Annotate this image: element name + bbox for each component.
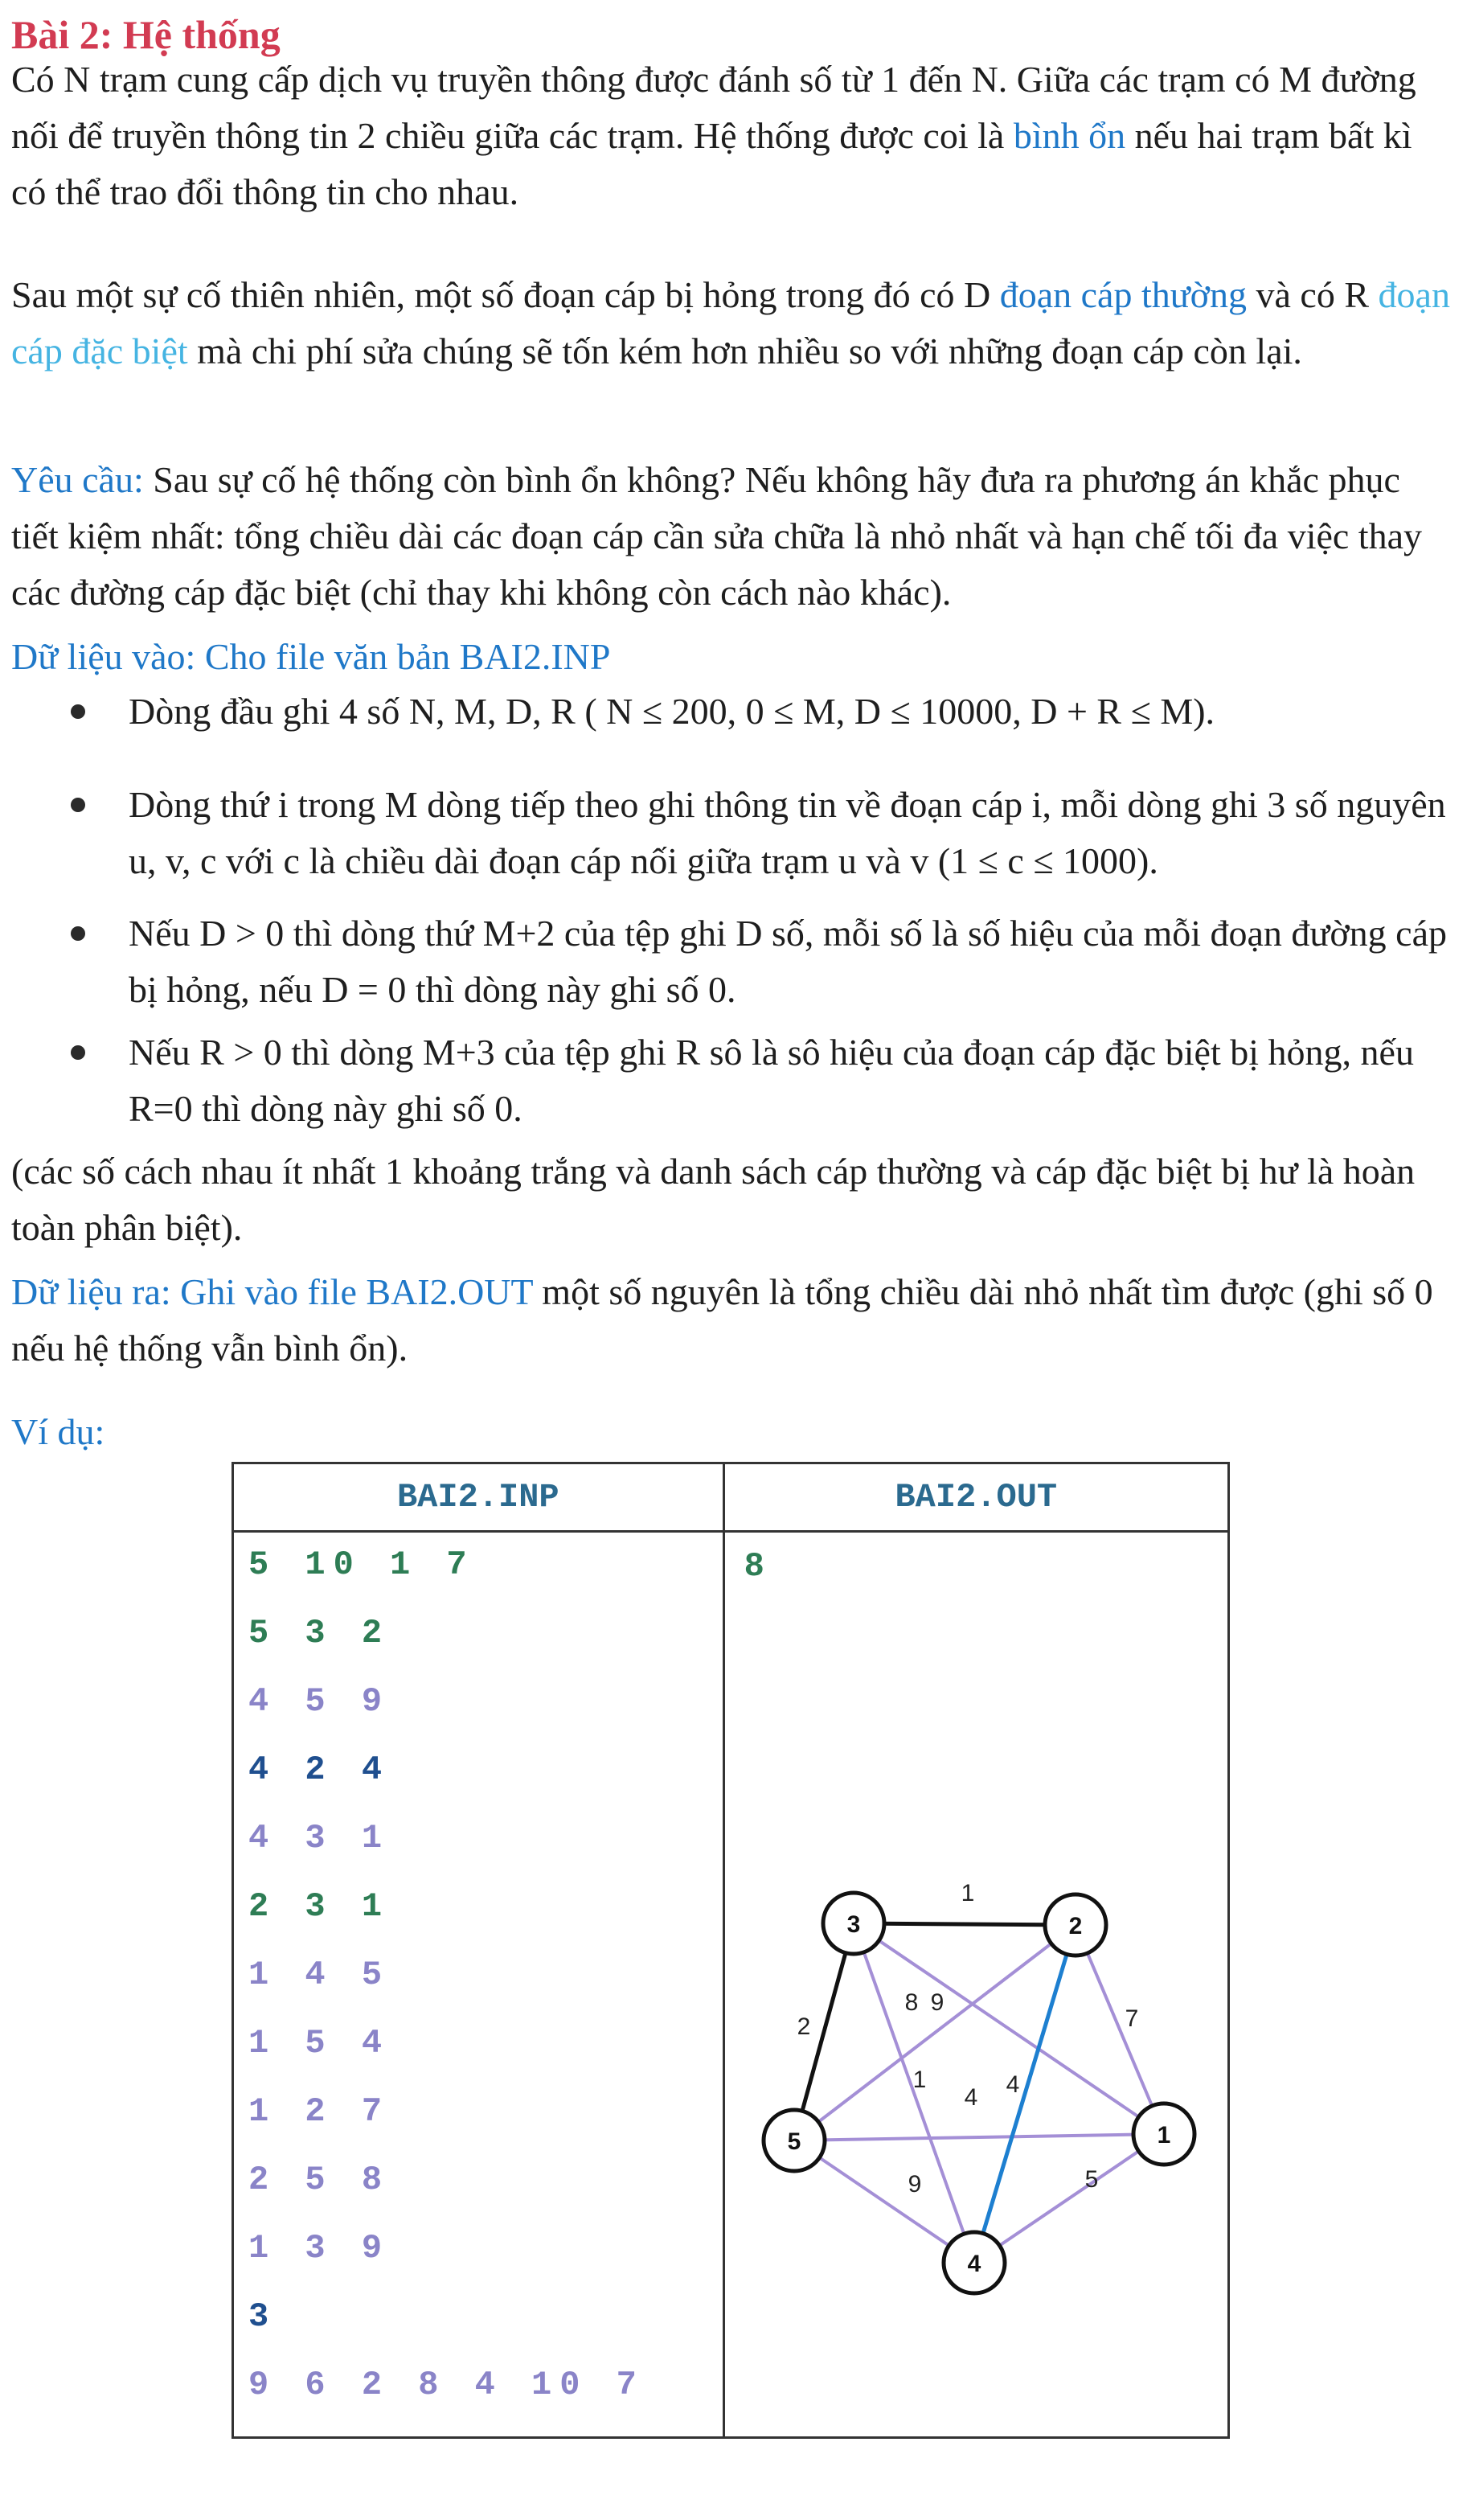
header-input-file: BAI2.INP [233, 1463, 724, 1532]
graph-node-label: 1 [1157, 2122, 1170, 2149]
graph-node-label: 5 [787, 2128, 801, 2155]
input-line: 1 3 9 [248, 2229, 391, 2268]
input-line: 3 [248, 2297, 277, 2336]
input-line: 5 3 2 [248, 1614, 391, 1652]
input-line: 1 2 7 [248, 2092, 391, 2131]
header-output-file: BAI2.OUT [723, 1463, 1228, 1532]
requirement-text: Sau sự cố hệ thống còn bình ổn không? Nếu không hãy đưa ra phương án khắc phục tiết kiệm nhất: tổng chiều dài các đoạn cáp cần sửa chữa là nhỏ nhất và hạn chế tối đa việc thay các đường cáp đặc biệt (chỉ thay khi không còn cách nào khác). [11, 459, 1423, 613]
incident-text-c: mà chi phí sửa chúng sẽ tốn kém hơn nhiều so với những đoạn cáp còn lại. [187, 330, 1302, 371]
edge-weight-label: 9 [930, 1989, 944, 2016]
paragraph-requirement [11, 452, 1450, 621]
incident-text-a: Sau một sự cố thiên nhiên, một số đoạn cáp bị hỏng trong đó có D [11, 274, 1000, 315]
graph-edge-3-2 [854, 1923, 1076, 1925]
example-graph-diagram [725, 1533, 1231, 2436]
graph-edge-5-1 [794, 2134, 1164, 2140]
edge-weight-label: 2 [797, 2013, 810, 2040]
edge-weight-label: 1 [912, 2066, 926, 2093]
output-label: Dữ liệu ra: Ghi vào file BAI2.OUT [11, 1271, 533, 1312]
paragraph-incident [11, 267, 1450, 380]
intro-highlight: bình ổn [1013, 115, 1126, 156]
edge-weight-label: 7 [1125, 2005, 1138, 2032]
edge-weight-label: 9 [908, 2171, 921, 2198]
input-heading: Dữ liệu vào: Cho file văn bản BAI2.INP [11, 636, 611, 677]
bullet-item: Nếu R > 0 thì dòng M+3 của tệp ghi R sô là sô hiệu của đoạn cáp đặc biệt bị hỏng, nếu R=0 thì dòng này ghi số 0. [129, 1024, 1447, 1137]
graph-edge-5-4 [794, 2140, 974, 2263]
requirement-label: Yêu cầu: [11, 459, 144, 500]
output-cell [723, 1532, 1228, 2438]
bullet-item: Dòng đầu ghi 4 số N, M, D, R ( N ≤ 200, 0 ≤ M, D ≤ 10000, D + R ≤ M). [129, 683, 1447, 740]
graph-edge-5-2 [794, 1925, 1076, 2140]
graph-edge-3-1 [854, 1923, 1164, 2134]
edge-weight-label: 1 [961, 1880, 974, 1906]
paragraph-intro [11, 51, 1450, 220]
graph-edge-1-4 [974, 2134, 1164, 2263]
problem-title: Bài 2: Hệ thống [11, 12, 281, 57]
intro-text-a: Có N trạm cung cấp dịch vụ truyền thông được đánh số từ 1 đến N. Giữa các trạm có M đường nối để truyền thông tin 2 chiều giữa các trạm. Hệ thống được coi là [11, 59, 1416, 156]
input-line: 4 2 4 [248, 1750, 391, 1789]
input-line: 5 10 1 7 [248, 1545, 475, 1584]
example-table [232, 1462, 1230, 2439]
input-cell [233, 1532, 724, 2438]
input-line: 2 5 8 [248, 2161, 391, 2199]
bullet-item: Nếu D > 0 thì dòng thứ M+2 của tệp ghi D số, mỗi số là số hiệu của mỗi đoạn đường cáp bị hỏng, nếu D = 0 thì dòng này ghi số 0. [129, 905, 1447, 1018]
incident-highlight-normal: đoạn cáp thường [999, 274, 1248, 315]
bullet-item: Dòng thứ i trong M dòng tiếp theo ghi thông tin về đoạn cáp i, mỗi dòng ghi 3 số nguyên u, v, c với c là chiều dài đoạn cáp nối giữa trạm u và v (1 ≤ c ≤ 1000). [129, 777, 1447, 889]
input-line: 2 3 1 [248, 1887, 391, 1926]
example-label: Ví dụ: [11, 1411, 105, 1452]
edge-weight-label: 8 [904, 1989, 918, 2016]
edge-weight-label: 5 [1084, 2166, 1098, 2193]
graph-edge-3-4 [854, 1923, 974, 2263]
table-body-row [233, 1532, 1229, 2438]
graph-node-label: 3 [846, 1911, 860, 1938]
graph-edge-2-4 [974, 1925, 1076, 2263]
input-line: 4 3 1 [248, 1819, 391, 1857]
input-line: 4 5 9 [248, 1682, 391, 1721]
edge-weight-label: 4 [1006, 2071, 1019, 2098]
input-line: 9 6 2 8 4 10 7 [248, 2366, 645, 2404]
output-value: 8 [744, 1547, 764, 1586]
intro-text-b: nếu hai trạm bất kì có thể trao đổi thông tin cho nhau. [11, 115, 1412, 212]
note-paragraph: (các số cách nhau ít nhất 1 khoảng trắng và danh sách cáp thường và cáp đặc biệt bị hư là hoàn toàn phân biệt). [11, 1151, 1416, 1248]
table-header-row [233, 1463, 1229, 1532]
graph-node-label: 2 [1068, 1913, 1082, 1939]
edge-weight-label: 4 [964, 2084, 977, 2111]
graph-node-label: 4 [967, 2251, 981, 2277]
incident-text-b: và có R [1247, 274, 1379, 315]
output-text: một số nguyên là tổng chiều dài nhỏ nhất tìm được (ghi số 0 nếu hệ thống vẫn bình ổn). [11, 1271, 1433, 1369]
input-line: 1 4 5 [248, 1956, 391, 1994]
output-paragraph [11, 1264, 1450, 1377]
incident-highlight-special: đoạn cáp đặc biệt [11, 274, 1450, 371]
input-line: 1 5 4 [248, 2024, 391, 2062]
